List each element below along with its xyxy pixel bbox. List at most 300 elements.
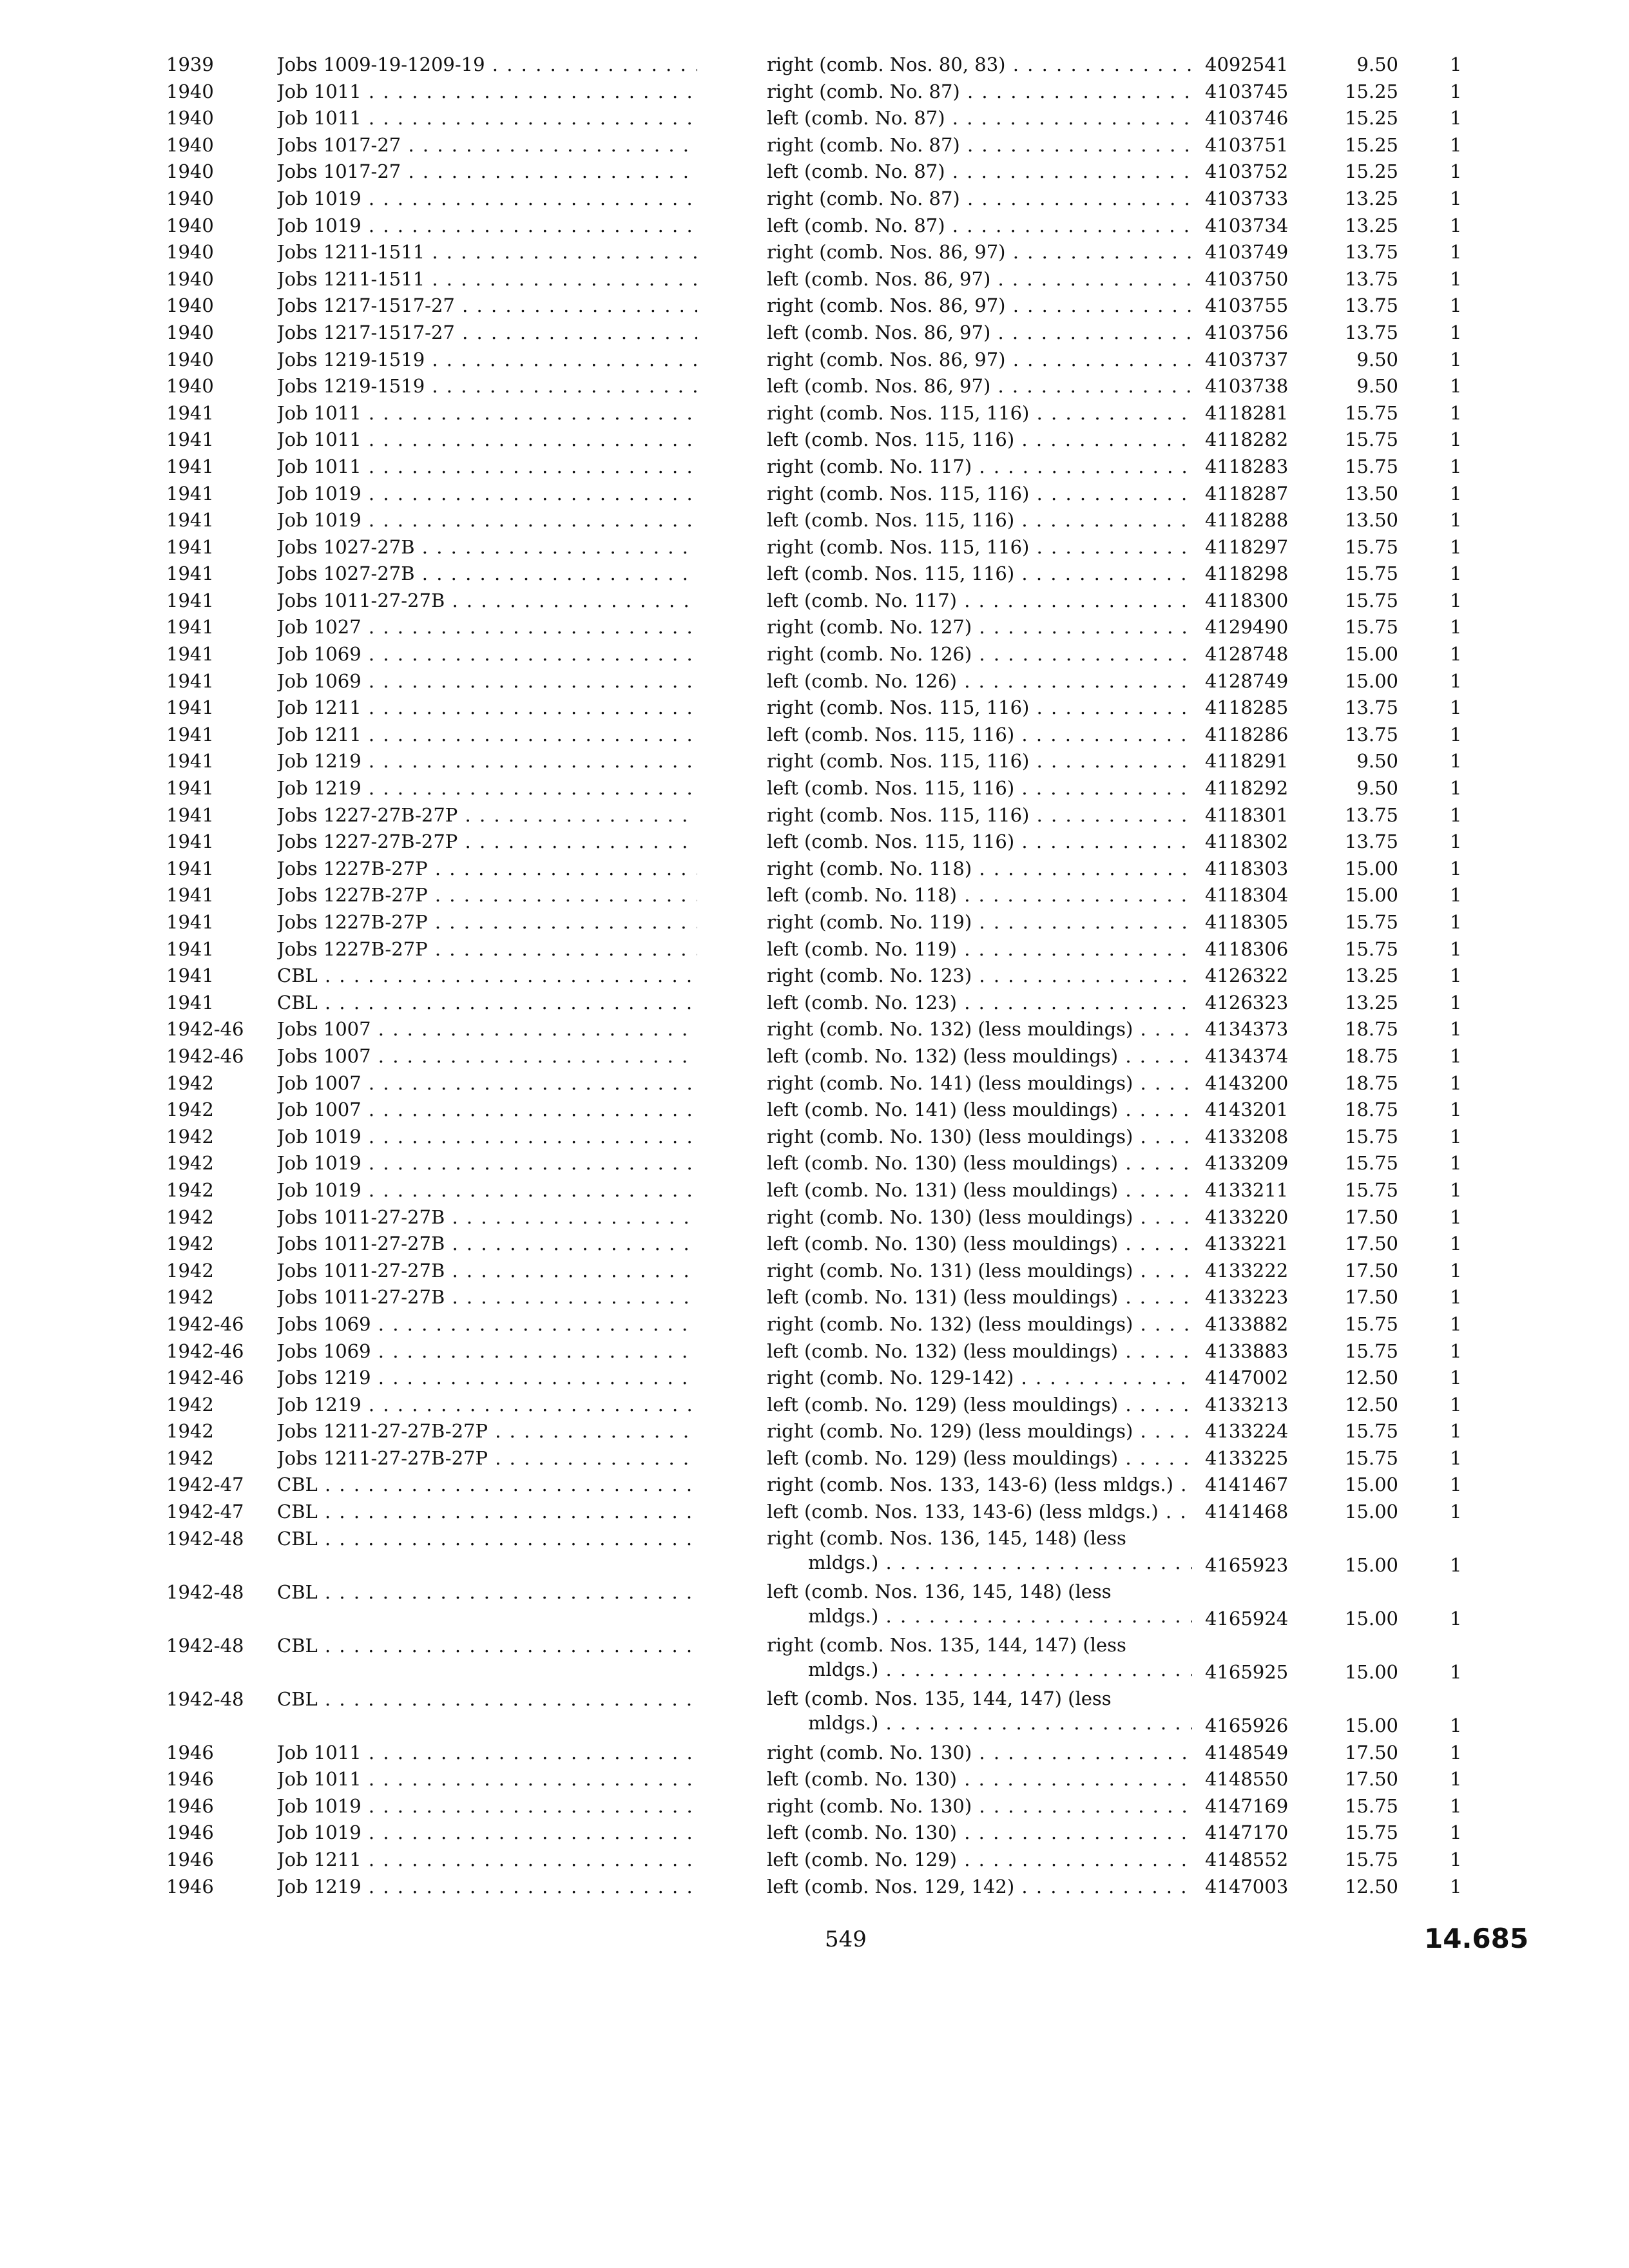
job-cell: Job 1211 . . . (277, 1847, 697, 1874)
quantity-cell: 1 (1450, 1875, 1462, 1898)
year-cell: 1940 (166, 294, 214, 317)
quantity-cell: 1 (1450, 80, 1462, 102)
quantity-cell: 1 (1450, 562, 1462, 585)
part-number-cell: 4103751 (1205, 133, 1289, 156)
description-cell: right (comb. No. 130) (less mouldings) . . . (767, 1124, 1191, 1151)
table-row (0, 802, 1629, 829)
job-cell: Jobs 1017-27 . . . (277, 132, 697, 159)
table-row (0, 266, 1629, 293)
quantity-cell: 1 (1450, 401, 1462, 424)
price-cell: 13.75 (1344, 241, 1398, 264)
part-number-cell: 4148550 (1205, 1768, 1289, 1791)
price-cell: 15.00 (1344, 1607, 1398, 1629)
quantity-cell: 1 (1450, 455, 1462, 477)
quantity-cell: 1 (1450, 911, 1462, 933)
quantity-cell: 1 (1450, 187, 1462, 209)
price-cell: 18.75 (1344, 1072, 1398, 1094)
description-line-2: mldgs.) . . . (767, 1550, 1192, 1575)
year-cell: 1941 (166, 455, 214, 477)
description-cell: right (comb. No. 132) (less mouldings) . . . (767, 1016, 1191, 1043)
job-cell: Jobs 1227-27B-27P . . . (277, 802, 697, 829)
table-row (0, 400, 1629, 427)
quantity-cell: 1 (1450, 1099, 1462, 1121)
description-cell: left (comb. No. 87) . . . (767, 213, 1191, 240)
description-cell: left (comb. Nos. 115, 116) . . . (767, 507, 1191, 534)
description-cell: right (comb. Nos. 86, 97) . . . (767, 239, 1191, 266)
table-row (0, 1526, 1629, 1579)
job-cell: Jobs 1027-27B . . . (277, 561, 697, 588)
job-cell: Job 1011 . . . (277, 400, 697, 427)
description-cell: right (comb. Nos. 80, 83) . . . (767, 52, 1191, 79)
year-cell: 1942-48 (166, 1634, 244, 1657)
year-cell: 1942 (166, 1125, 214, 1148)
year-cell: 1941 (166, 669, 214, 692)
year-cell: 1940 (166, 80, 214, 102)
part-number-cell: 4103733 (1205, 187, 1289, 209)
quantity-cell: 1 (1450, 509, 1462, 532)
description-cell: left (comb. Nos. 115, 116) . . . (767, 722, 1191, 749)
year-cell: 1941 (166, 509, 214, 532)
price-cell: 15.00 (1344, 1501, 1398, 1523)
price-cell: 15.25 (1344, 107, 1398, 130)
table-row (0, 1472, 1629, 1499)
part-number-cell: 4103750 (1205, 267, 1289, 290)
price-cell: 15.75 (1344, 1849, 1398, 1871)
price-cell: 17.50 (1344, 1233, 1398, 1255)
description-cell: left (comb. Nos. 86, 97) . . . (767, 320, 1191, 347)
part-number-cell: 4147170 (1205, 1821, 1289, 1844)
price-cell: 12.50 (1344, 1393, 1398, 1416)
price-cell: 15.75 (1344, 428, 1398, 451)
price-cell: 13.75 (1344, 294, 1398, 317)
table-row (0, 1499, 1629, 1526)
year-cell: 1940 (166, 348, 214, 370)
part-number-cell: 4103737 (1205, 348, 1289, 370)
job-cell: CBL . . . (277, 963, 697, 990)
job-cell: Jobs 1011-27-27B . . . (277, 1231, 697, 1258)
quantity-cell: 1 (1450, 1794, 1462, 1817)
quantity-cell: 1 (1450, 1044, 1462, 1067)
description-cell: right (comb. No. 118) . . . (767, 856, 1191, 883)
part-number-cell: 4133224 (1205, 1420, 1289, 1443)
price-cell: 15.75 (1344, 1794, 1398, 1817)
description-cell: left (comb. No. 87) . . . (767, 159, 1191, 186)
description-cell: left (comb. No. 130) . . . (767, 1820, 1191, 1847)
part-number-cell: 4118300 (1205, 589, 1289, 611)
table-row (0, 507, 1629, 534)
table-row (0, 1043, 1629, 1070)
description-cell (767, 1579, 1192, 1628)
table-row (0, 1311, 1629, 1338)
table-row (0, 668, 1629, 695)
table-row (0, 963, 1629, 990)
part-number-cell: 4147003 (1205, 1875, 1289, 1898)
description-cell: left (comb. No. 129) (less mouldings) . . . (767, 1392, 1191, 1419)
parts-list (0, 52, 1629, 1900)
price-cell: 13.75 (1344, 321, 1398, 343)
description-cell: right (comb. No. 127) . . . (767, 614, 1191, 641)
price-cell: 17.50 (1344, 1768, 1398, 1791)
table-row (0, 882, 1629, 909)
price-cell: 13.75 (1344, 697, 1398, 719)
year-cell: 1942-46 (166, 1018, 244, 1041)
price-cell: 15.00 (1344, 669, 1398, 692)
job-cell: Job 1007 . . . (277, 1070, 697, 1097)
table-row (0, 1204, 1629, 1231)
job-cell: Jobs 1217-1517-27 . . . (277, 293, 697, 320)
job-cell: Job 1019 . . . (277, 1150, 697, 1177)
table-row (0, 347, 1629, 374)
quantity-cell: 1 (1450, 1072, 1462, 1094)
price-cell: 15.25 (1344, 80, 1398, 102)
part-number-cell: 4118282 (1205, 428, 1289, 451)
year-cell: 1942 (166, 1259, 214, 1282)
table-row (0, 1016, 1629, 1043)
part-number-cell: 4103745 (1205, 80, 1289, 102)
table-row (0, 1124, 1629, 1151)
description-cell: right (comb. No. 130) (less mouldings) . . . (767, 1204, 1191, 1231)
description-cell: right (comb. No. 129) (less mouldings) . . . (767, 1418, 1191, 1445)
quantity-cell: 1 (1450, 241, 1462, 264)
price-cell: 13.75 (1344, 803, 1398, 826)
price-cell: 15.00 (1344, 884, 1398, 907)
job-cell: Job 1069 . . . (277, 641, 697, 668)
job-cell: Jobs 1219-1519 . . . (277, 373, 697, 400)
table-row (0, 79, 1629, 106)
price-cell: 12.50 (1344, 1875, 1398, 1898)
job-cell: Jobs 1009-19-1209-19 . . . (277, 52, 697, 79)
part-number-cell: 4118306 (1205, 937, 1289, 960)
table-row (0, 695, 1629, 722)
part-number-cell: 4148549 (1205, 1741, 1289, 1763)
table-row (0, 1633, 1629, 1686)
job-cell: Job 1027 . . . (277, 614, 697, 641)
year-cell: 1941 (166, 803, 214, 826)
part-number-cell: 4128749 (1205, 669, 1289, 692)
quantity-cell: 1 (1450, 777, 1462, 800)
job-cell: Job 1019 . . . (277, 1124, 697, 1151)
price-cell: 13.50 (1344, 482, 1398, 505)
job-cell: CBL . . . (277, 990, 697, 1017)
description-cell (767, 1526, 1192, 1575)
part-number-cell: 4103749 (1205, 241, 1289, 264)
part-number-cell: 4118283 (1205, 455, 1289, 477)
price-cell: 18.75 (1344, 1018, 1398, 1041)
table-row (0, 1820, 1629, 1847)
table-row (0, 641, 1629, 668)
price-cell: 15.00 (1344, 1553, 1398, 1576)
quantity-cell: 1 (1450, 803, 1462, 826)
quantity-cell: 1 (1450, 1125, 1462, 1148)
year-cell: 1946 (166, 1875, 214, 1898)
quantity-cell: 1 (1450, 107, 1462, 130)
description-cell: left (comb. Nos. 86, 97) . . . (767, 373, 1191, 400)
price-cell: 15.25 (1344, 160, 1398, 183)
table-row (0, 936, 1629, 963)
description-cell: right (comb. No. 130) . . . (767, 1793, 1191, 1820)
part-number-cell: 4134374 (1205, 1044, 1289, 1067)
price-cell: 15.75 (1344, 937, 1398, 960)
part-number-cell: 4103738 (1205, 375, 1289, 398)
year-cell: 1941 (166, 831, 214, 853)
description-cell: right (comb. No. 87) . . . (767, 186, 1191, 213)
job-cell: Jobs 1227B-27P . . . (277, 936, 697, 963)
price-cell: 13.75 (1344, 723, 1398, 745)
description-cell: right (comb. No. 131) (less mouldings) . . . (767, 1258, 1191, 1285)
job-cell: Jobs 1011-27-27B . . . (277, 1204, 697, 1231)
year-cell: 1941 (166, 750, 214, 773)
price-cell: 15.75 (1344, 589, 1398, 611)
table-row (0, 454, 1629, 481)
job-cell: Jobs 1011-27-27B . . . (277, 1258, 697, 1285)
job-cell: Job 1011 . . . (277, 1740, 697, 1767)
table-row (0, 1284, 1629, 1311)
quantity-cell: 1 (1450, 884, 1462, 907)
part-number-cell: 4126322 (1205, 965, 1289, 987)
price-cell: 18.75 (1344, 1044, 1398, 1067)
table-row (0, 159, 1629, 186)
year-cell: 1941 (166, 857, 214, 879)
price-cell: 18.75 (1344, 1099, 1398, 1121)
description-cell: right (comb. No. 126) . . . (767, 641, 1191, 668)
description-line-1: left (comb. Nos. 136, 145, 148) (less (767, 1580, 1112, 1602)
description-cell: left (comb. Nos. 129, 142) . . . (767, 1874, 1191, 1901)
description-cell: right (comb. No. 132) (less mouldings) . . . (767, 1311, 1191, 1338)
part-number-cell: 4103756 (1205, 321, 1289, 343)
table-row (0, 534, 1629, 561)
description-cell (767, 1633, 1192, 1682)
year-cell: 1941 (166, 562, 214, 585)
job-cell: CBL . . . (277, 1499, 697, 1526)
year-cell: 1941 (166, 777, 214, 800)
price-cell: 15.00 (1344, 643, 1398, 666)
description-cell: left (comb. No. 129) (less mouldings) . . . (767, 1445, 1191, 1472)
job-cell: Jobs 1211-27-27B-27P . . . (277, 1418, 697, 1445)
quantity-cell: 1 (1450, 214, 1462, 236)
quantity-cell: 1 (1450, 669, 1462, 692)
quantity-cell: 1 (1450, 831, 1462, 853)
description-cell: left (comb. Nos. 86, 97) . . . (767, 266, 1191, 293)
table-row (0, 1793, 1629, 1820)
description-cell: left (comb. No. 118) . . . (767, 882, 1191, 909)
table-row (0, 1874, 1629, 1901)
description-cell: right (comb. No. 119) . . . (767, 909, 1191, 936)
quantity-cell: 1 (1450, 1152, 1462, 1175)
job-cell: Jobs 1011-27-27B . . . (277, 588, 697, 615)
job-cell: Job 1011 . . . (277, 1766, 697, 1793)
description-cell: right (comb. No. 130) . . . (767, 1740, 1191, 1767)
job-cell: Jobs 1211-1511 . . . (277, 266, 697, 293)
description-cell: left (comb. Nos. 115, 116) . . . (767, 829, 1191, 856)
table-row (0, 1740, 1629, 1767)
year-cell: 1942 (166, 1286, 214, 1309)
part-number-cell: 4103752 (1205, 160, 1289, 183)
part-number-cell: 4118288 (1205, 509, 1289, 532)
part-number-cell: 4133211 (1205, 1178, 1289, 1201)
description-cell: left (comb. No. 132) (less mouldings) . . . (767, 1043, 1191, 1070)
year-cell: 1942 (166, 1178, 214, 1201)
quantity-cell: 1 (1450, 1741, 1462, 1763)
description-cell: left (comb. No. 141) (less mouldings) . . . (767, 1097, 1191, 1124)
quantity-cell: 1 (1450, 1768, 1462, 1791)
table-row (0, 213, 1629, 240)
year-cell: 1940 (166, 267, 214, 290)
job-cell: CBL . . . (277, 1633, 697, 1660)
year-cell: 1942-47 (166, 1501, 244, 1523)
part-number-cell: 4118298 (1205, 562, 1289, 585)
part-number-cell: 4118291 (1205, 750, 1289, 773)
price-cell: 15.75 (1344, 1125, 1398, 1148)
year-cell: 1941 (166, 884, 214, 907)
job-cell: Job 1219 . . . (277, 1392, 697, 1419)
price-cell: 17.50 (1344, 1286, 1398, 1309)
part-number-cell: 4147169 (1205, 1794, 1289, 1817)
job-cell: Jobs 1017-27 . . . (277, 159, 697, 186)
quantity-cell: 1 (1450, 348, 1462, 370)
year-cell: 1940 (166, 214, 214, 236)
table-row (0, 1338, 1629, 1365)
quantity-cell: 1 (1450, 1393, 1462, 1416)
part-number-cell: 4133223 (1205, 1286, 1289, 1309)
description-line-1: right (comb. Nos. 135, 144, 147) (less (767, 1633, 1126, 1656)
table-row (0, 561, 1629, 588)
year-cell: 1941 (166, 723, 214, 745)
year-cell: 1942 (166, 1072, 214, 1094)
year-cell: 1940 (166, 133, 214, 156)
description-cell: left (comb. No. 131) (less mouldings) . . . (767, 1177, 1191, 1204)
job-cell: Job 1019 . . . (277, 213, 697, 240)
quantity-cell: 1 (1450, 991, 1462, 1014)
price-cell: 13.50 (1344, 509, 1398, 532)
year-cell: 1941 (166, 991, 214, 1014)
year-cell: 1942-48 (166, 1581, 244, 1603)
part-number-cell: 4118285 (1205, 697, 1289, 719)
job-cell: Job 1019 . . . (277, 1793, 697, 1820)
quantity-cell: 1 (1450, 1312, 1462, 1335)
table-row (0, 1365, 1629, 1392)
quantity-cell: 1 (1450, 965, 1462, 987)
year-cell: 1941 (166, 937, 214, 960)
quantity-cell: 1 (1450, 267, 1462, 290)
quantity-cell: 1 (1450, 1233, 1462, 1255)
year-cell: 1942 (166, 1099, 214, 1121)
job-cell: CBL . . . (277, 1686, 697, 1713)
table-row (0, 1097, 1629, 1124)
table-row (0, 1579, 1629, 1633)
price-cell: 15.75 (1344, 1178, 1398, 1201)
table-row (0, 293, 1629, 320)
job-cell: Jobs 1219-1519 . . . (277, 347, 697, 374)
description-cell: right (comb. Nos. 115, 116) . . . (767, 534, 1191, 561)
table-row (0, 186, 1629, 213)
part-number-cell: 4165924 (1205, 1607, 1289, 1629)
price-cell: 15.00 (1344, 857, 1398, 879)
part-number-cell: 4118304 (1205, 884, 1289, 907)
job-cell: Jobs 1227B-27P . . . (277, 856, 697, 883)
part-number-cell: 4118303 (1205, 857, 1289, 879)
table-row (0, 1445, 1629, 1472)
description-cell: right (comb. Nos. 115, 116) . . . (767, 481, 1191, 508)
table-row (0, 1231, 1629, 1258)
job-cell: Jobs 1217-1517-27 . . . (277, 320, 697, 347)
year-cell: 1940 (166, 160, 214, 183)
year-cell: 1942-47 (166, 1474, 244, 1496)
part-number-cell: 4118297 (1205, 535, 1289, 558)
price-cell: 15.75 (1344, 562, 1398, 585)
job-cell: Job 1019 . . . (277, 507, 697, 534)
description-cell (767, 1686, 1192, 1735)
quantity-cell: 1 (1450, 1821, 1462, 1844)
description-cell: right (comb. Nos. 115, 116) . . . (767, 802, 1191, 829)
quantity-cell: 1 (1450, 723, 1462, 745)
table-row (0, 1070, 1629, 1097)
part-number-cell: 4133222 (1205, 1259, 1289, 1282)
price-cell: 15.75 (1344, 1312, 1398, 1335)
price-cell: 9.50 (1356, 53, 1398, 75)
year-cell: 1940 (166, 187, 214, 209)
quantity-cell: 1 (1450, 643, 1462, 666)
quantity-cell: 1 (1450, 1259, 1462, 1282)
year-cell: 1942 (166, 1393, 214, 1416)
description-cell: left (comb. Nos. 115, 116) . . . (767, 561, 1191, 588)
year-cell: 1940 (166, 241, 214, 264)
quantity-cell: 1 (1450, 375, 1462, 398)
part-number-cell: 4143201 (1205, 1099, 1289, 1121)
price-cell: 15.75 (1344, 911, 1398, 933)
year-cell: 1946 (166, 1821, 214, 1844)
job-cell: Jobs 1227-27B-27P . . . (277, 829, 697, 856)
year-cell: 1942 (166, 1233, 214, 1255)
year-cell: 1941 (166, 401, 214, 424)
part-number-cell: 4118301 (1205, 803, 1289, 826)
part-number-cell: 4165926 (1205, 1714, 1289, 1736)
table-row (0, 588, 1629, 615)
description-cell: left (comb. No. 130) (less mouldings) . . . (767, 1150, 1191, 1177)
part-number-cell: 4103734 (1205, 214, 1289, 236)
table-row (0, 105, 1629, 132)
job-cell: Jobs 1007 . . . (277, 1016, 697, 1043)
job-cell: Job 1011 . . . (277, 427, 697, 454)
price-cell: 15.75 (1344, 1420, 1398, 1443)
description-cell: right (comb. No. 123) . . . (767, 963, 1191, 990)
price-cell: 13.25 (1344, 187, 1398, 209)
year-cell: 1942 (166, 1420, 214, 1443)
price-cell: 13.75 (1344, 831, 1398, 853)
section-number: 14.685 (1424, 1923, 1529, 1954)
price-cell: 12.50 (1344, 1367, 1398, 1389)
part-number-cell: 4092541 (1205, 53, 1289, 75)
job-cell: Jobs 1007 . . . (277, 1043, 697, 1070)
quantity-cell: 1 (1450, 1420, 1462, 1443)
year-cell: 1941 (166, 616, 214, 639)
part-number-cell: 4118292 (1205, 777, 1289, 800)
year-cell: 1942-46 (166, 1312, 244, 1335)
job-cell: Job 1011 . . . (277, 105, 697, 132)
job-cell: Job 1019 . . . (277, 481, 697, 508)
table-row (0, 829, 1629, 856)
price-cell: 15.75 (1344, 1152, 1398, 1175)
description-cell: right (comb. No. 87) . . . (767, 79, 1191, 106)
quantity-cell: 1 (1450, 133, 1462, 156)
description-cell: left (comb. No. 129) . . . (767, 1847, 1191, 1874)
part-number-cell: 4126323 (1205, 991, 1289, 1014)
quantity-cell: 1 (1450, 482, 1462, 505)
quantity-cell: 1 (1450, 294, 1462, 317)
part-number-cell: 4133213 (1205, 1393, 1289, 1416)
job-cell: CBL . . . (277, 1526, 697, 1553)
year-cell: 1941 (166, 911, 214, 933)
part-number-cell: 4133209 (1205, 1152, 1289, 1175)
